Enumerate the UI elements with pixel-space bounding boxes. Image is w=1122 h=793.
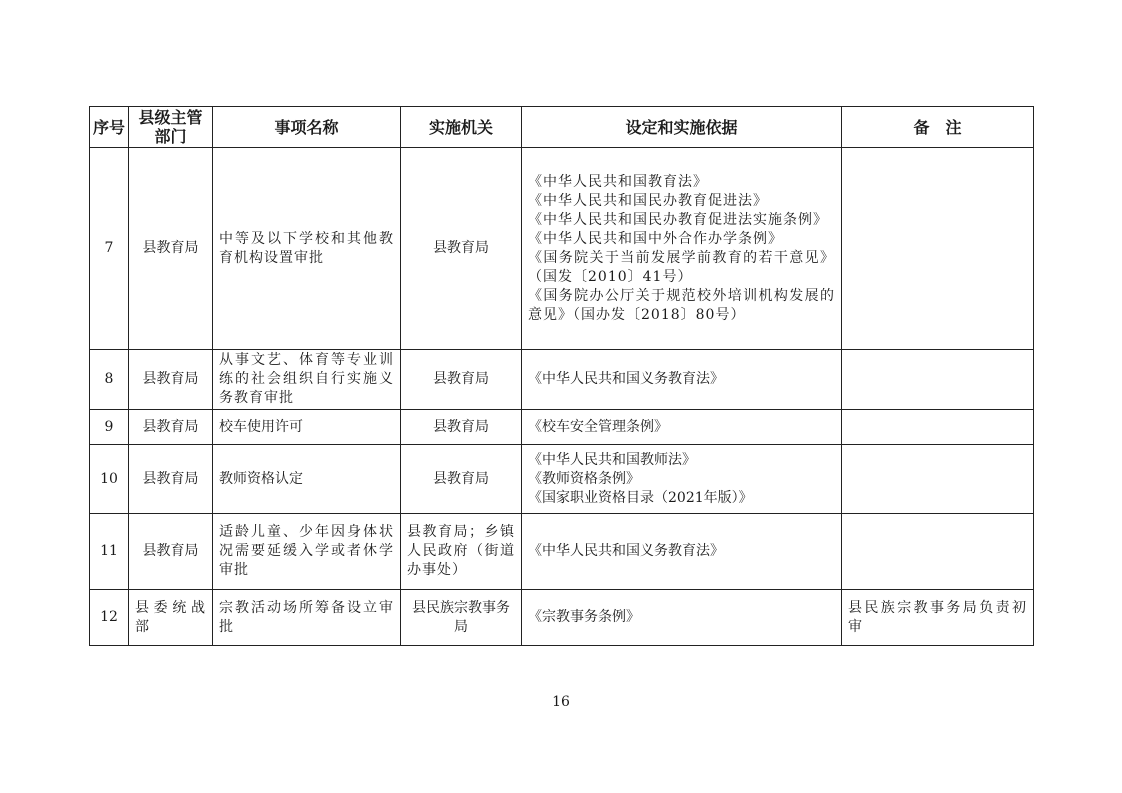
cell-seq: 7	[90, 148, 129, 350]
cell-dept: 县委统战部	[129, 590, 213, 646]
cell-note	[842, 410, 1034, 445]
cell-dept: 县教育局	[129, 148, 213, 350]
table-row	[90, 350, 1034, 410]
header-seq: 序号	[90, 107, 129, 148]
table-header-row	[90, 107, 1034, 148]
cell-note	[842, 514, 1034, 590]
cell-seq: 8	[90, 350, 129, 410]
cell-agency: 县教育局	[401, 410, 522, 445]
cell-agency: 县教育局；乡镇人民政府（街道办事处）	[401, 514, 522, 590]
table-row	[90, 445, 1034, 514]
cell-seq: 11	[90, 514, 129, 590]
cell-dept: 县教育局	[129, 350, 213, 410]
cell-name: 校车使用许可	[213, 410, 401, 445]
header-note: 备 注	[842, 107, 1034, 148]
cell-seq: 10	[90, 445, 129, 514]
cell-note	[842, 350, 1034, 410]
cell-dept: 县教育局	[129, 445, 213, 514]
cell-basis: 《中华人民共和国教育法》 《中华人民共和国民办教育促进法》 《中华人民共和国民办教育促进法实施条例》 《中华人民共和国中外合作办学条例》 《国务院关于当前发展学前教育的若干意见》（国发〔2010〕41号） 《国务院办公厅关于规范校外培训机构发展的意见》（国办发〔2018〕80号）	[522, 148, 842, 350]
cell-seq: 12	[90, 590, 129, 646]
approval-items-table	[89, 106, 1034, 646]
cell-note	[842, 445, 1034, 514]
cell-basis: 《中华人民共和国义务教育法》	[522, 514, 842, 590]
cell-basis: 《中华人民共和国教师法》 《教师资格条例》 《国家职业资格目录（2021年版）》	[522, 445, 842, 514]
cell-basis: 《校车安全管理条例》	[522, 410, 842, 445]
cell-basis: 《宗教事务条例》	[522, 590, 842, 646]
table-row	[90, 590, 1034, 646]
cell-name: 从事文艺、体育等专业训练的社会组织自行实施义务教育审批	[213, 350, 401, 410]
cell-seq: 9	[90, 410, 129, 445]
cell-name: 教师资格认定	[213, 445, 401, 514]
cell-dept: 县教育局	[129, 514, 213, 590]
header-name: 事项名称	[213, 107, 401, 148]
table-row	[90, 148, 1034, 350]
cell-name: 适龄儿童、少年因身体状况需要延缓入学或者休学审批	[213, 514, 401, 590]
cell-name: 中等及以下学校和其他教育机构设置审批	[213, 148, 401, 350]
cell-dept: 县教育局	[129, 410, 213, 445]
table-row	[90, 514, 1034, 590]
cell-note: 县民族宗教事务局负责初审	[842, 590, 1034, 646]
cell-agency: 县教育局	[401, 445, 522, 514]
cell-agency: 县民族宗教事务局	[401, 590, 522, 646]
table-row	[90, 410, 1034, 445]
cell-agency: 县教育局	[401, 148, 522, 350]
header-basis: 设定和实施依据	[522, 107, 842, 148]
cell-agency: 县教育局	[401, 350, 522, 410]
header-agency: 实施机关	[401, 107, 522, 148]
header-dept: 县级主管部门	[129, 107, 213, 148]
cell-name: 宗教活动场所筹备设立审批	[213, 590, 401, 646]
cell-note	[842, 148, 1034, 350]
page-number: 16	[552, 694, 570, 710]
cell-basis: 《中华人民共和国义务教育法》	[522, 350, 842, 410]
